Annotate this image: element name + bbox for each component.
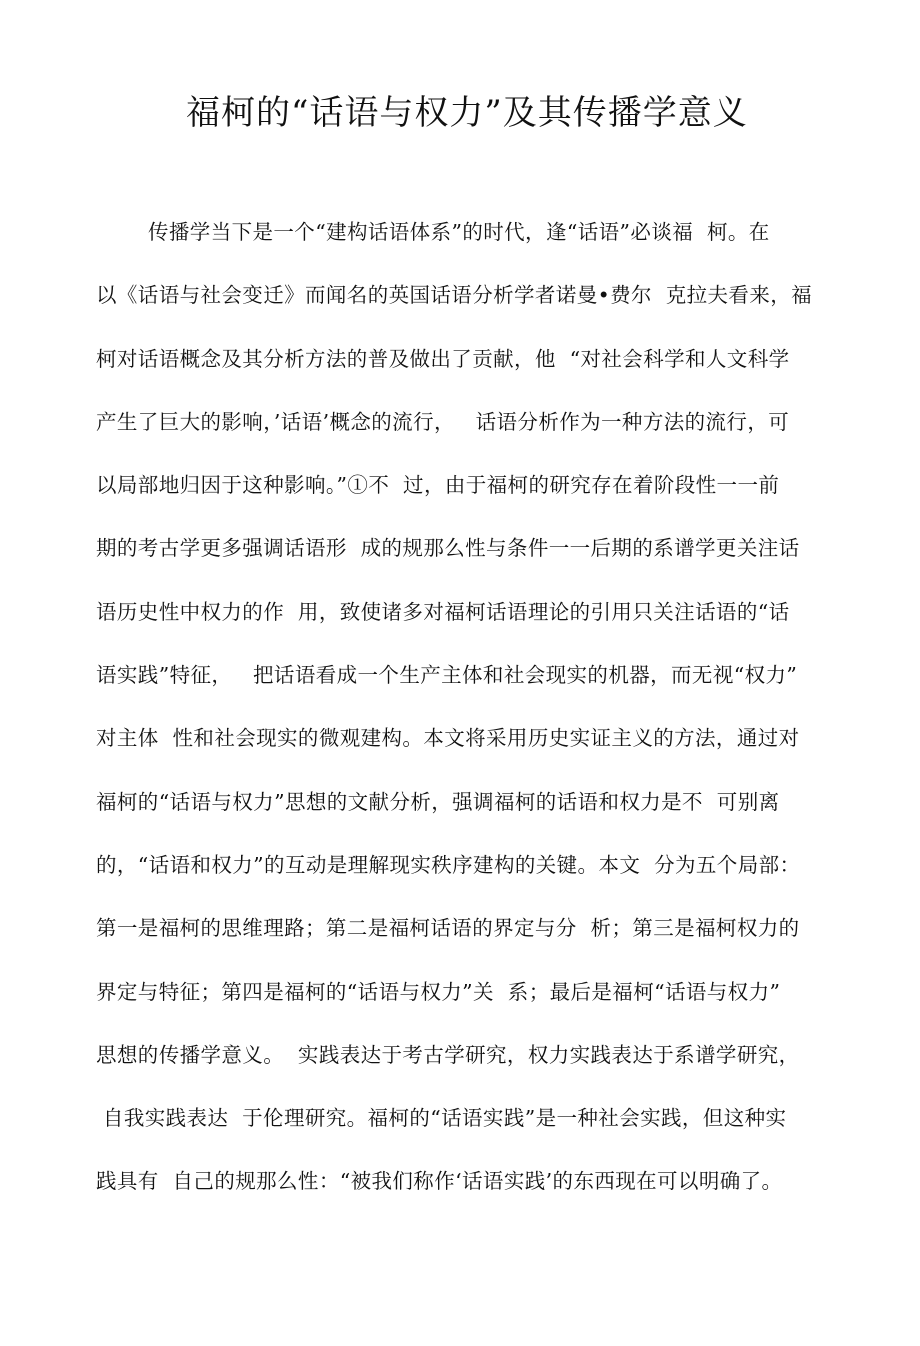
text-line: 第一是福柯的思维理路；第二是福柯话语的界定与分 析；第三是福柯权力的 — [96, 916, 800, 941]
text-line: 自我实践表达 于伦理研究。福柯的“话语实践”是一种社会实践，但这种实 — [96, 1106, 787, 1131]
text-line: 产生了巨大的影响，’话语’概念的流行， 话语分析作为一种方法的流行，可 — [96, 409, 790, 434]
text-line: 语历史性中权力的作 用，致使诸多对福柯话语理论的引用只关注话语的“话 — [96, 599, 790, 624]
text-line: 语实践”特征， 把话语看成一个生产主体和社会现实的机器，而无视“权力” — [96, 663, 798, 688]
text-line: 思想的传播学意义。 实践表达于考古学研究，权力实践表达于系谱学研究， — [96, 1042, 800, 1067]
text-line: 期的考古学更多强调话语形 成的规那么性与条件一一后期的系谱学更关注话 — [96, 536, 800, 561]
text-line: 柯对话语概念及其分析方法的普及做出了贡献，他 “对社会科学和人文科学 — [96, 346, 790, 371]
body-paragraph — [96, 212, 836, 1225]
text-line: 的，“话语和权力”的互动是理解现实秩序建构的关键。本文 分为五个局部： — [96, 852, 801, 877]
text-line: 以局部地归因于这种影响。”①不 过，由于福柯的研究存在着阶段性一一前 — [96, 473, 780, 498]
text-line: 传播学当下是一个“建构话语体系”的时代，逢“话语”必谈福 柯。在 — [148, 220, 770, 244]
text-line: 对主体 性和社会现实的微观建构。本文将采用历史实证主义的方法，通过对 — [96, 726, 800, 751]
text-line: 以《话语与社会变迁》而闻名的英国话语分析学者诺曼•费尔 克拉夫看来，福 — [96, 283, 813, 308]
document-title: 福柯的“话语与权力”及其传播学意义 — [186, 93, 748, 133]
text-line: 界定与特征；第四是福柯的“话语与权力”关 系；最后是福柯“话语与权力” — [96, 979, 781, 1004]
text-line: 践具有 自己的规那么性：“被我们称作‘话语实践’的东西现在可以明确了。 — [96, 1169, 783, 1194]
text-line: 福柯的“话语与权力”思想的文献分析，强调福柯的话语和权力是不 可别离 — [96, 789, 780, 814]
